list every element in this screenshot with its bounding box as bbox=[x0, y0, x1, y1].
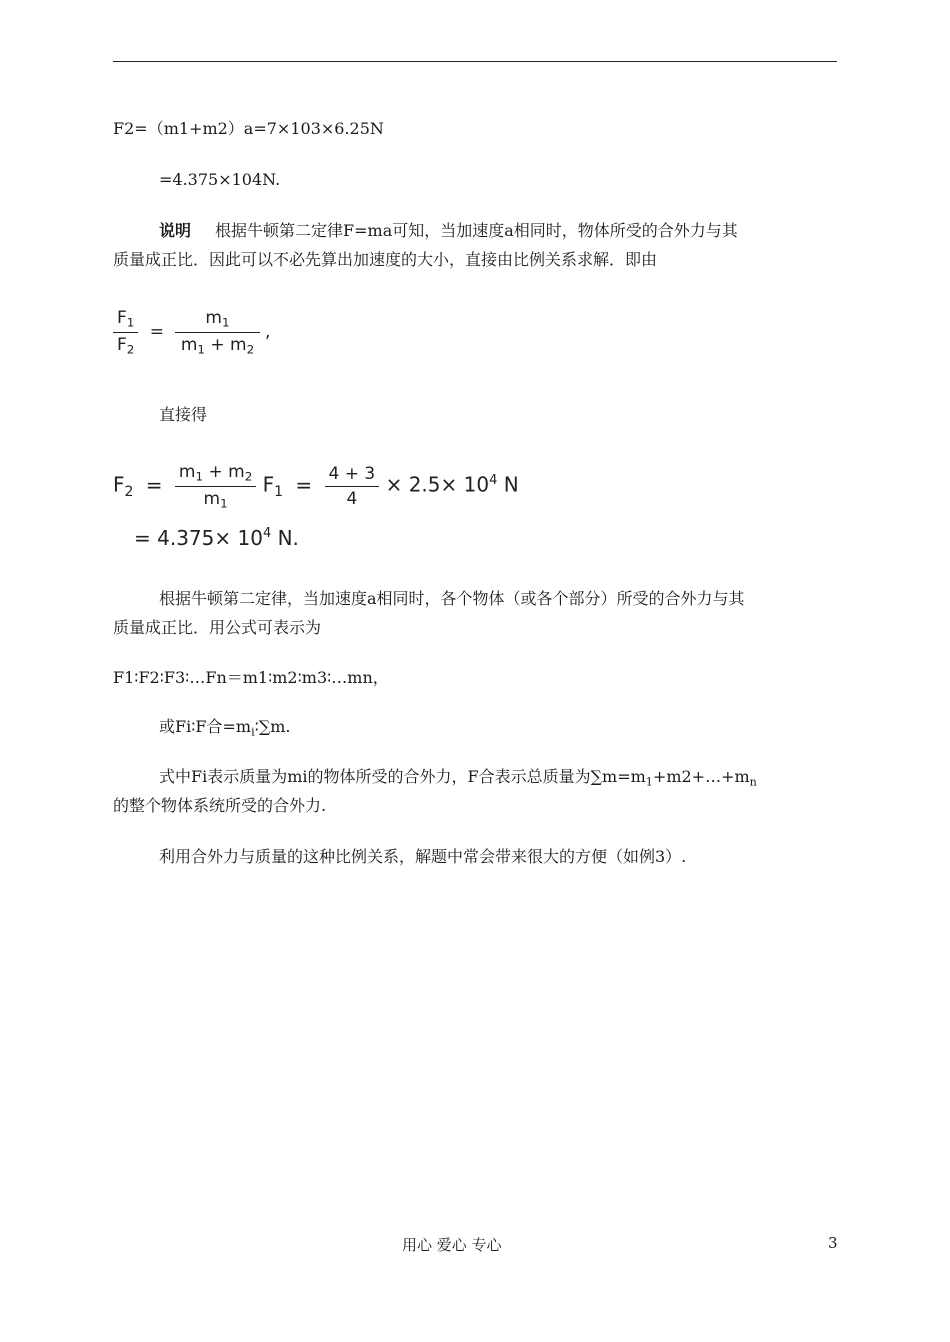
mass-ratio-fraction: $\frac{m_1}{m_1 + m_2}$ bbox=[175, 308, 259, 356]
explanation-line2: 的整个物体系统所受的合外力. bbox=[113, 796, 327, 815]
footer-motto: 用心 爱心 专心 bbox=[402, 1236, 502, 1254]
direct-text: 直接得 bbox=[159, 405, 208, 424]
para2-line2: 质量成正比．用公式可表示为 bbox=[113, 618, 322, 637]
ratio-alt-formula: 或Fi∶F合$=m_i∶\sum m$. bbox=[159, 717, 291, 739]
ratio-formula: F1∶F2∶F3∶…Fn＝m1∶m2∶m3∶…mn， bbox=[113, 668, 389, 687]
numeric-fraction: $\frac{4 + 3}{4}$ bbox=[325, 464, 380, 509]
f2-final-value: = $4.375\times 10^4$ N. bbox=[134, 526, 299, 550]
ratio-fraction-formula: $\frac{F_1}{F_2}$ = $\frac{m_1}{m_1 + m_2}$ , bbox=[113, 308, 270, 356]
force-ratio-fraction: $\frac{F_1}{F_2}$ bbox=[113, 308, 138, 356]
f2-derivation-formula: $F_2$ = $\frac{m_1 + m_2}{m_1}$ $F_1$ = $\frac{4 + 3}{4}$ × $2.5\times 10^4$ N bbox=[113, 462, 519, 511]
note-label: 说明 bbox=[159, 221, 192, 240]
note-paragraph-line2: 质量成正比．因此可以不必先算出加速度的大小，直接由比例关系求解．即由 bbox=[113, 250, 658, 269]
f2-calculation: F2=（m1+m2）a=7×103×6.25N bbox=[113, 119, 384, 138]
note-text-line1: 根据牛顿第二定律F=ma可知，当加速度a相同时，物体所受的合外力与其 bbox=[215, 221, 738, 240]
page-number: 3 bbox=[828, 1234, 838, 1252]
header-rule bbox=[113, 61, 837, 62]
explanation-line1: 式中Fi表示质量为mi的物体所受的合外力，F合表示总质量为$\sum m=m_1+m2+\dots+m_n$ bbox=[159, 767, 757, 789]
para2-line1: 根据牛顿第二定律，当加速度a相同时，各个物体（或各个部分）所受的合外力与其 bbox=[159, 589, 745, 608]
f2-result: =4.375×104N. bbox=[159, 170, 281, 189]
mass-sum-fraction: $\frac{m_1 + m_2}{m_1}$ bbox=[175, 462, 256, 510]
note-paragraph-line1 bbox=[159, 221, 738, 241]
final-paragraph: 利用合外力与质量的这种比例关系，解题中常会带来很大的方便（如例3）. bbox=[159, 847, 687, 866]
